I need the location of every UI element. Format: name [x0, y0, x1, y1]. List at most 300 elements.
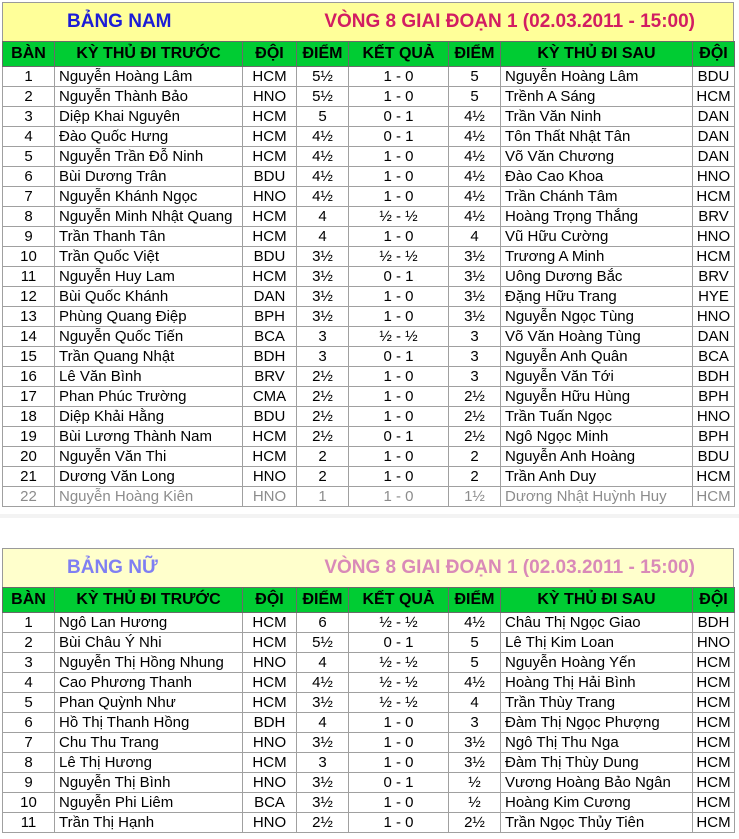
game-result: 0 - 1 — [349, 347, 449, 367]
game-result: 1 - 0 — [349, 733, 449, 753]
game-result: 1 - 0 — [349, 287, 449, 307]
table-row — [3, 367, 735, 387]
first-player-points: 3 — [297, 347, 349, 367]
first-player-name: Phan Quỳnh Như — [55, 693, 243, 713]
board-number: 13 — [3, 307, 55, 327]
game-result: ½ - ½ — [349, 673, 449, 693]
first-player-name: Nguyễn Văn Thi — [55, 447, 243, 467]
game-result: 0 - 1 — [349, 773, 449, 793]
first-player-points: 3½ — [297, 287, 349, 307]
game-result: 1 - 0 — [349, 87, 449, 107]
second-player-team: HCM — [693, 713, 735, 733]
second-player-team: HCM — [693, 187, 735, 207]
board-number: 9 — [3, 227, 55, 247]
first-player-team: HNO — [243, 87, 297, 107]
first-player-name: Nguyễn Khánh Ngọc — [55, 187, 243, 207]
header-first-player: KỲ THỦ ĐI TRƯỚC — [55, 42, 243, 67]
first-player-team: DAN — [243, 287, 297, 307]
first-player-team: BDU — [243, 407, 297, 427]
second-player-name: Trần Thùy Trang — [501, 693, 693, 713]
table-row — [3, 307, 735, 327]
game-result: 1 - 0 — [349, 187, 449, 207]
second-player-name: Trần Chánh Tâm — [501, 187, 693, 207]
first-player-name: Nguyễn Hoàng Lâm — [55, 67, 243, 87]
women-pairings-table — [2, 587, 735, 833]
second-player-team: BRV — [693, 207, 735, 227]
second-player-team: BCA — [693, 347, 735, 367]
second-player-team: DAN — [693, 127, 735, 147]
second-player-team: BDU — [693, 67, 735, 87]
game-result: ½ - ½ — [349, 247, 449, 267]
first-player-team: HCM — [243, 227, 297, 247]
women-pairings-sheet — [2, 548, 734, 833]
table-row — [3, 733, 735, 753]
board-number: 8 — [3, 207, 55, 227]
second-player-team: BRV — [693, 267, 735, 287]
first-player-points: 3½ — [297, 693, 349, 713]
first-player-name: Trần Thanh Tân — [55, 227, 243, 247]
second-player-team: HCM — [693, 733, 735, 753]
women-header-row — [3, 588, 735, 613]
second-player-team: HYE — [693, 287, 735, 307]
first-player-name: Nguyễn Quốc Tiến — [55, 327, 243, 347]
second-player-points: 2 — [449, 467, 501, 487]
first-player-team: HNO — [243, 467, 297, 487]
table-row — [3, 693, 735, 713]
second-player-points: 4½ — [449, 613, 501, 633]
first-player-name: Lê Văn Bình — [55, 367, 243, 387]
second-player-team: HCM — [693, 693, 735, 713]
men-title-bar — [2, 2, 734, 41]
second-player-name: Nguyễn Anh Quân — [501, 347, 693, 367]
second-player-name: Trần Tuấn Ngọc — [501, 407, 693, 427]
table-row — [3, 673, 735, 693]
second-player-team: BDH — [693, 613, 735, 633]
header-result: KẾT QUẢ — [349, 588, 449, 613]
board-number: 18 — [3, 407, 55, 427]
game-result: 1 - 0 — [349, 713, 449, 733]
men-header-row — [3, 42, 735, 67]
second-player-name: Ngô Ngọc Minh — [501, 427, 693, 447]
second-player-team: HCM — [693, 753, 735, 773]
separator — [0, 514, 739, 518]
game-result: 0 - 1 — [349, 267, 449, 287]
first-player-name: Trần Quốc Việt — [55, 247, 243, 267]
women-group-title: BẢNG NỮ — [67, 557, 158, 578]
first-player-name: Lê Thị Hương — [55, 753, 243, 773]
board-number: 22 — [3, 487, 55, 507]
table-row — [3, 127, 735, 147]
game-result: 1 - 0 — [349, 813, 449, 833]
first-player-team: HCM — [243, 67, 297, 87]
second-player-points: 2½ — [449, 427, 501, 447]
second-player-name: Hoàng Thị Hải Bình — [501, 673, 693, 693]
first-player-name: Ngô Lan Hương — [55, 613, 243, 633]
first-player-points: 5½ — [297, 67, 349, 87]
first-player-name: Hồ Thị Thanh Hồng — [55, 713, 243, 733]
first-player-points: 4½ — [297, 187, 349, 207]
game-result: 1 - 0 — [349, 167, 449, 187]
second-player-name: Dương Nhật Huỳnh Huy — [501, 487, 693, 507]
header-team: ĐỘI — [693, 588, 735, 613]
game-result: 1 - 0 — [349, 467, 449, 487]
second-player-team: HCM — [693, 87, 735, 107]
board-number: 10 — [3, 247, 55, 267]
table-row — [3, 773, 735, 793]
table-row — [3, 207, 735, 227]
second-player-points: 4 — [449, 693, 501, 713]
board-number: 11 — [3, 267, 55, 287]
second-player-team: BDH — [693, 367, 735, 387]
second-player-points: 2 — [449, 447, 501, 467]
first-player-team: HNO — [243, 773, 297, 793]
second-player-points: 3 — [449, 347, 501, 367]
first-player-points: 4 — [297, 207, 349, 227]
game-result: 1 - 0 — [349, 407, 449, 427]
first-player-team: HCM — [243, 753, 297, 773]
table-row — [3, 753, 735, 773]
second-player-name: Vương Hoàng Bảo Ngân — [501, 773, 693, 793]
game-result: 1 - 0 — [349, 793, 449, 813]
second-player-team: DAN — [693, 327, 735, 347]
first-player-name: Nguyễn Thành Bảo — [55, 87, 243, 107]
header-first-player: KỲ THỦ ĐI TRƯỚC — [55, 588, 243, 613]
first-player-points: 4½ — [297, 147, 349, 167]
first-player-points: 4½ — [297, 167, 349, 187]
game-result: ½ - ½ — [349, 693, 449, 713]
first-player-name: Nguyễn Trần Đỗ Ninh — [55, 147, 243, 167]
second-player-points: 3½ — [449, 247, 501, 267]
second-player-name: Nguyễn Anh Hoàng — [501, 447, 693, 467]
first-player-team: HCM — [243, 147, 297, 167]
second-player-name: Tôn Thất Nhật Tân — [501, 127, 693, 147]
first-player-name: Bùi Dương Trân — [55, 167, 243, 187]
second-player-name: Uông Dương Bắc — [501, 267, 693, 287]
board-number: 3 — [3, 653, 55, 673]
first-player-name: Trần Quang Nhật — [55, 347, 243, 367]
header-result: KẾT QUẢ — [349, 42, 449, 67]
first-player-team: CMA — [243, 387, 297, 407]
second-player-points: 4 — [449, 227, 501, 247]
first-player-points: 2½ — [297, 387, 349, 407]
first-player-name: Bùi Lương Thành Nam — [55, 427, 243, 447]
board-number: 10 — [3, 793, 55, 813]
board-number: 3 — [3, 107, 55, 127]
first-player-points: 5½ — [297, 87, 349, 107]
second-player-points: 3½ — [449, 267, 501, 287]
second-player-points: 4½ — [449, 107, 501, 127]
table-row — [3, 267, 735, 287]
table-row — [3, 653, 735, 673]
game-result: 0 - 1 — [349, 633, 449, 653]
header-points: ĐIỂM — [449, 42, 501, 67]
board-number: 16 — [3, 367, 55, 387]
board-number: 6 — [3, 713, 55, 733]
game-result: 1 - 0 — [349, 307, 449, 327]
board-number: 2 — [3, 87, 55, 107]
table-row — [3, 147, 735, 167]
first-player-points: 4 — [297, 653, 349, 673]
first-player-name: Nguyễn Minh Nhật Quang — [55, 207, 243, 227]
second-player-team: DAN — [693, 107, 735, 127]
second-player-team: HCM — [693, 467, 735, 487]
table-row — [3, 247, 735, 267]
second-player-name: Võ Văn Hoàng Tùng — [501, 327, 693, 347]
first-player-points: 2½ — [297, 813, 349, 833]
table-row — [3, 167, 735, 187]
second-player-points: 4½ — [449, 167, 501, 187]
second-player-name: Trần Văn Ninh — [501, 107, 693, 127]
first-player-name: Nguyễn Hoàng Kiên — [55, 487, 243, 507]
men-round-title: VÒNG 8 GIAI ĐOẠN 1 (02.03.2011 - 15:00) — [324, 11, 695, 32]
game-result: 0 - 1 — [349, 127, 449, 147]
second-player-name: Đàm Thị Ngọc Phượng — [501, 713, 693, 733]
first-player-team: HCM — [243, 693, 297, 713]
first-player-team: HCM — [243, 207, 297, 227]
board-number: 14 — [3, 327, 55, 347]
table-row — [3, 67, 735, 87]
first-player-name: Nguyễn Huy Lam — [55, 267, 243, 287]
first-player-team: HCM — [243, 107, 297, 127]
first-player-name: Bùi Quốc Khánh — [55, 287, 243, 307]
first-player-points: 3 — [297, 753, 349, 773]
second-player-points: 5 — [449, 653, 501, 673]
second-player-team: HCM — [693, 813, 735, 833]
board-number: 21 — [3, 467, 55, 487]
game-result: 1 - 0 — [349, 447, 449, 467]
first-player-name: Cao Phương Thanh — [55, 673, 243, 693]
first-player-points: 3 — [297, 327, 349, 347]
first-player-name: Trần Thị Hạnh — [55, 813, 243, 833]
first-player-points: 4½ — [297, 673, 349, 693]
second-player-points: 4½ — [449, 673, 501, 693]
first-player-points: 3½ — [297, 247, 349, 267]
first-player-team: HCM — [243, 633, 297, 653]
first-player-name: Nguyễn Thị Hồng Nhung — [55, 653, 243, 673]
game-result: 1 - 0 — [349, 487, 449, 507]
second-player-name: Nguyễn Văn Tới — [501, 367, 693, 387]
first-player-team: BDU — [243, 247, 297, 267]
game-result: ½ - ½ — [349, 207, 449, 227]
first-player-team: BCA — [243, 327, 297, 347]
first-player-team: HCM — [243, 427, 297, 447]
second-player-points: 3½ — [449, 307, 501, 327]
board-number: 2 — [3, 633, 55, 653]
second-player-team: HCM — [693, 247, 735, 267]
second-player-points: 1½ — [449, 487, 501, 507]
game-result: 1 - 0 — [349, 67, 449, 87]
second-player-points: ½ — [449, 793, 501, 813]
second-player-points: 2½ — [449, 813, 501, 833]
board-number: 11 — [3, 813, 55, 833]
second-player-team: BPH — [693, 427, 735, 447]
second-player-points: 2½ — [449, 407, 501, 427]
table-row — [3, 187, 735, 207]
men-pairings-sheet — [2, 2, 734, 507]
game-result: 1 - 0 — [349, 367, 449, 387]
second-player-team: HNO — [693, 227, 735, 247]
second-player-name: Trần Anh Duy — [501, 467, 693, 487]
second-player-name: Trần Ngọc Thủy Tiên — [501, 813, 693, 833]
first-player-team: HCM — [243, 267, 297, 287]
first-player-team: HNO — [243, 187, 297, 207]
first-player-points: 6 — [297, 613, 349, 633]
men-pairings-table — [2, 41, 735, 507]
board-number: 15 — [3, 347, 55, 367]
second-player-points: 5 — [449, 67, 501, 87]
first-player-team: BDU — [243, 167, 297, 187]
board-number: 8 — [3, 753, 55, 773]
second-player-name: Võ Văn Chương — [501, 147, 693, 167]
table-row — [3, 407, 735, 427]
second-player-name: Châu Thị Ngọc Giao — [501, 613, 693, 633]
first-player-name: Bùi Châu Ý Nhi — [55, 633, 243, 653]
table-row — [3, 347, 735, 367]
second-player-points: 3 — [449, 713, 501, 733]
first-player-points: 3½ — [297, 267, 349, 287]
game-result: ½ - ½ — [349, 653, 449, 673]
game-result: 1 - 0 — [349, 387, 449, 407]
second-player-team: HCM — [693, 773, 735, 793]
first-player-points: 3½ — [297, 733, 349, 753]
table-row — [3, 287, 735, 307]
first-player-points: 3½ — [297, 773, 349, 793]
first-player-points: 2½ — [297, 407, 349, 427]
first-player-points: 2½ — [297, 427, 349, 447]
second-player-name: Hoàng Trọng Thắng — [501, 207, 693, 227]
first-player-points: 1 — [297, 487, 349, 507]
first-player-team: HNO — [243, 487, 297, 507]
header-team: ĐỘI — [243, 42, 297, 67]
first-player-team: HCM — [243, 127, 297, 147]
first-player-points: 2 — [297, 467, 349, 487]
header-board: BÀN — [3, 588, 55, 613]
header-board: BÀN — [3, 42, 55, 67]
second-player-team: HNO — [693, 167, 735, 187]
game-result: 0 - 1 — [349, 427, 449, 447]
table-row — [3, 467, 735, 487]
first-player-points: 4 — [297, 713, 349, 733]
first-player-team: HNO — [243, 733, 297, 753]
second-player-name: Đào Cao Khoa — [501, 167, 693, 187]
second-player-team: BPH — [693, 387, 735, 407]
table-row — [3, 427, 735, 447]
first-player-team: BPH — [243, 307, 297, 327]
board-number: 4 — [3, 127, 55, 147]
header-second-player: KỲ THỦ ĐI SAU — [501, 42, 693, 67]
first-player-name: Dương Văn Long — [55, 467, 243, 487]
board-number: 1 — [3, 613, 55, 633]
second-player-team: HNO — [693, 407, 735, 427]
second-player-points: 5 — [449, 87, 501, 107]
first-player-team: HCM — [243, 673, 297, 693]
table-row — [3, 227, 735, 247]
second-player-name: Nguyễn Hoàng Lâm — [501, 67, 693, 87]
second-player-name: Nguyễn Hữu Hùng — [501, 387, 693, 407]
second-player-team: HCM — [693, 673, 735, 693]
second-player-points: 3½ — [449, 287, 501, 307]
board-number: 1 — [3, 67, 55, 87]
header-second-player: KỲ THỦ ĐI SAU — [501, 588, 693, 613]
second-player-name: Nguyễn Ngọc Tùng — [501, 307, 693, 327]
table-row — [3, 487, 735, 507]
table-row — [3, 813, 735, 833]
board-number: 6 — [3, 167, 55, 187]
first-player-team: HNO — [243, 653, 297, 673]
header-team: ĐỘI — [693, 42, 735, 67]
second-player-name: Nguyễn Hoàng Yến — [501, 653, 693, 673]
first-player-team: BCA — [243, 793, 297, 813]
second-player-points: 2½ — [449, 387, 501, 407]
game-result: ½ - ½ — [349, 613, 449, 633]
board-number: 19 — [3, 427, 55, 447]
first-player-name: Phùng Quang Điệp — [55, 307, 243, 327]
board-number: 5 — [3, 147, 55, 167]
first-player-team: HNO — [243, 813, 297, 833]
second-player-name: Lê Thị Kim Loan — [501, 633, 693, 653]
second-player-points: 4½ — [449, 127, 501, 147]
first-player-team: BDH — [243, 713, 297, 733]
first-player-points: 3½ — [297, 793, 349, 813]
first-player-team: HCM — [243, 613, 297, 633]
second-player-name: Ngô Thị Thu Nga — [501, 733, 693, 753]
second-player-team: HCM — [693, 653, 735, 673]
first-player-name: Diệp Khải Hằng — [55, 407, 243, 427]
board-number: 9 — [3, 773, 55, 793]
second-player-points: 3½ — [449, 733, 501, 753]
second-player-name: Đàm Thị Thùy Dung — [501, 753, 693, 773]
first-player-points: 3½ — [297, 307, 349, 327]
first-player-team: BDH — [243, 347, 297, 367]
first-player-points: 5 — [297, 107, 349, 127]
table-row — [3, 713, 735, 733]
first-player-team: BRV — [243, 367, 297, 387]
board-number: 20 — [3, 447, 55, 467]
men-group-title: BẢNG NAM — [67, 11, 172, 32]
table-row — [3, 107, 735, 127]
first-player-name: Nguyễn Phi Liêm — [55, 793, 243, 813]
first-player-name: Diệp Khai Nguyên — [55, 107, 243, 127]
first-player-name: Chu Thu Trang — [55, 733, 243, 753]
first-player-points: 2½ — [297, 367, 349, 387]
first-player-points: 4½ — [297, 127, 349, 147]
header-points: ĐIỂM — [297, 42, 349, 67]
second-player-team: HNO — [693, 307, 735, 327]
second-player-team: DAN — [693, 147, 735, 167]
header-points: ĐIỂM — [449, 588, 501, 613]
second-player-name: Hoàng Kim Cương — [501, 793, 693, 813]
board-number: 7 — [3, 733, 55, 753]
first-player-team: HCM — [243, 447, 297, 467]
first-player-name: Phan Phúc Trường — [55, 387, 243, 407]
first-player-points: 2 — [297, 447, 349, 467]
game-result: 1 - 0 — [349, 227, 449, 247]
second-player-points: 4½ — [449, 207, 501, 227]
first-player-points: 5½ — [297, 633, 349, 653]
first-player-points: 4 — [297, 227, 349, 247]
women-round-title: VÒNG 8 GIAI ĐOẠN 1 (02.03.2011 - 15:00) — [324, 557, 695, 578]
header-team: ĐỘI — [243, 588, 297, 613]
table-row — [3, 327, 735, 347]
second-player-name: Đặng Hữu Trang — [501, 287, 693, 307]
second-player-points: ½ — [449, 773, 501, 793]
second-player-team: BDU — [693, 447, 735, 467]
second-player-team: HCM — [693, 793, 735, 813]
game-result: ½ - ½ — [349, 327, 449, 347]
board-number: 5 — [3, 693, 55, 713]
second-player-name: Trềnh A Sáng — [501, 87, 693, 107]
women-title-bar — [2, 548, 734, 587]
